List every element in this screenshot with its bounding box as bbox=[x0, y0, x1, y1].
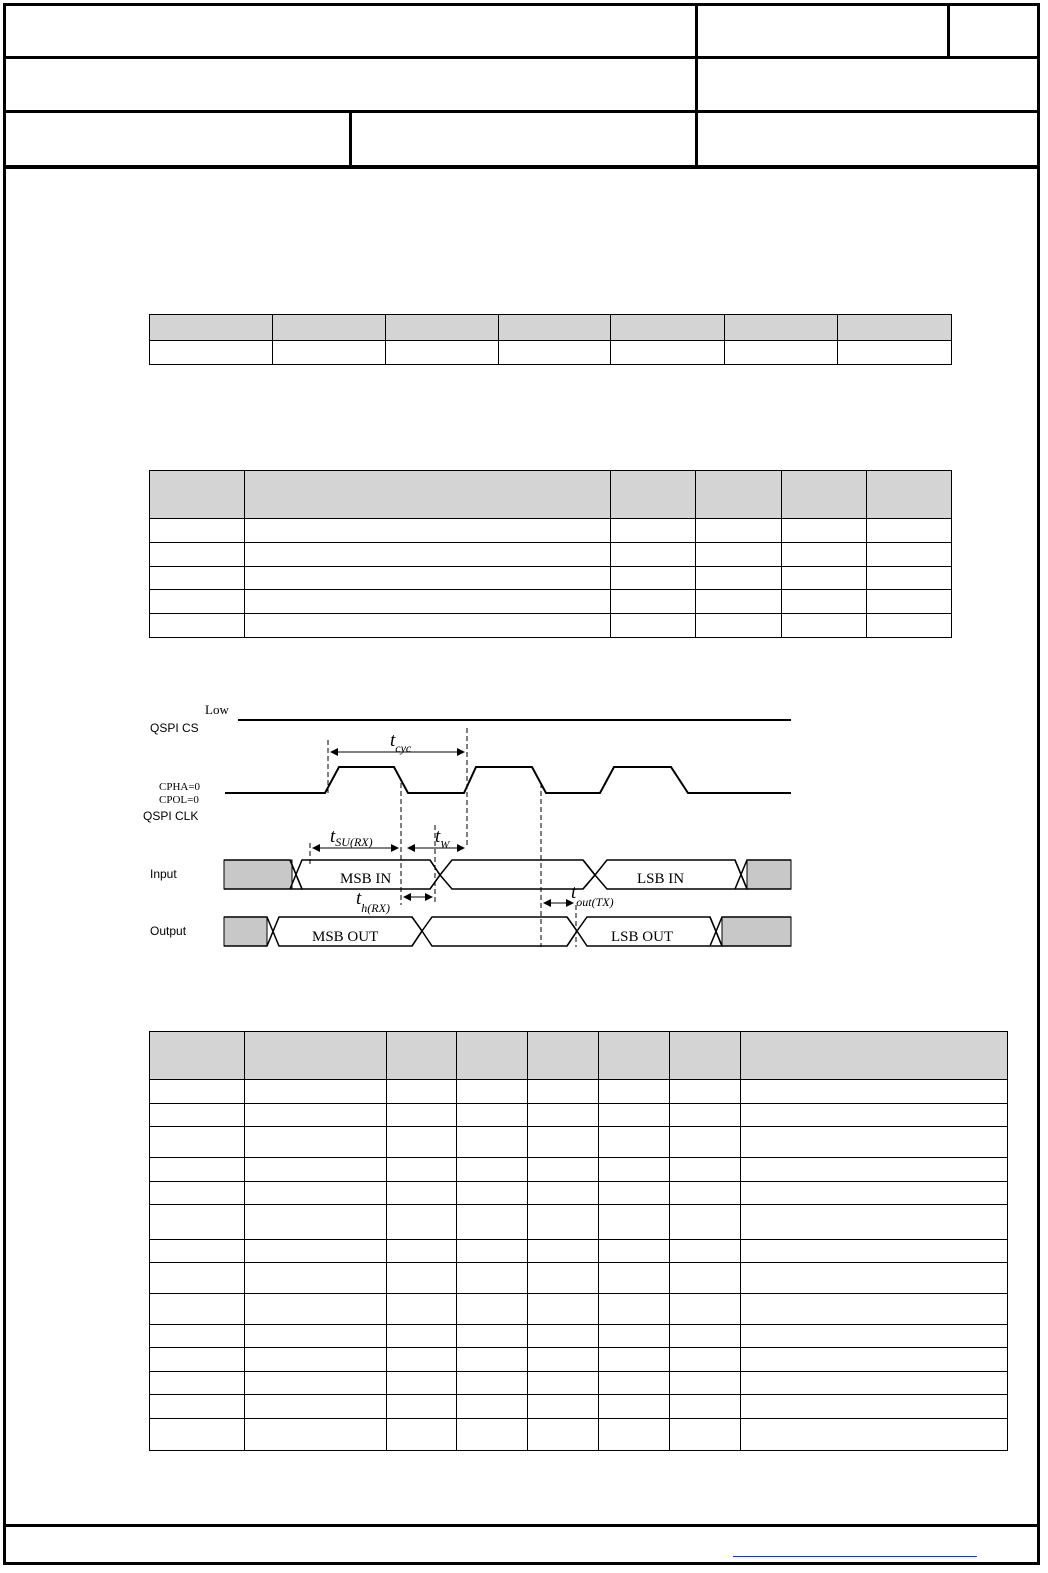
table-header-cell bbox=[245, 1032, 387, 1080]
table-cell bbox=[528, 1080, 599, 1104]
table-header-cell bbox=[838, 315, 952, 341]
tout-label bbox=[571, 882, 614, 909]
table-cell bbox=[528, 1348, 599, 1372]
doc-field-a-cell bbox=[698, 6, 947, 56]
table-header-row bbox=[150, 1032, 1008, 1080]
table-cell bbox=[528, 1205, 599, 1240]
tsu-label bbox=[330, 826, 373, 849]
table-cell bbox=[150, 1263, 245, 1294]
table-cell bbox=[528, 1182, 599, 1205]
table-cell bbox=[528, 1325, 599, 1348]
table-cell bbox=[782, 590, 867, 614]
table-cell bbox=[457, 1372, 528, 1395]
table-cell bbox=[387, 1205, 457, 1240]
output-lsb-label: LSB OUT bbox=[611, 929, 674, 945]
table-cell bbox=[599, 1080, 670, 1104]
table-row bbox=[150, 1419, 1008, 1451]
table-cell bbox=[599, 1182, 670, 1205]
table-cell bbox=[457, 1080, 528, 1104]
table-cell bbox=[150, 1294, 245, 1325]
table-cell bbox=[245, 567, 611, 590]
table-row bbox=[150, 519, 952, 543]
table-cell bbox=[245, 1348, 387, 1372]
input-signal-label: Input bbox=[150, 867, 177, 881]
tout-main: t bbox=[571, 882, 577, 903]
doc-title-cell bbox=[6, 6, 695, 56]
table-cell bbox=[457, 1294, 528, 1325]
doc-row2-right-cell bbox=[698, 59, 1037, 110]
table-header-cell bbox=[150, 1032, 245, 1080]
table-cell bbox=[599, 1205, 670, 1240]
table-row bbox=[150, 1182, 1008, 1205]
table-cell bbox=[150, 1104, 245, 1127]
table-cell bbox=[245, 543, 611, 567]
table-cell bbox=[867, 519, 952, 543]
table-cell bbox=[670, 1182, 741, 1205]
table-cell bbox=[670, 1395, 741, 1419]
table-cell bbox=[599, 1263, 670, 1294]
table-cell bbox=[245, 1372, 387, 1395]
table-cell bbox=[528, 1158, 599, 1182]
th-main: t bbox=[356, 888, 362, 909]
table-cell bbox=[150, 341, 273, 365]
table-cell bbox=[670, 1325, 741, 1348]
table-cell bbox=[867, 614, 952, 638]
table-row bbox=[150, 1372, 1008, 1395]
table-cell bbox=[670, 1158, 741, 1182]
table-cell bbox=[670, 1205, 741, 1240]
table-header-cell bbox=[150, 315, 273, 341]
table-cell bbox=[457, 1395, 528, 1419]
doc-row3-left-cell bbox=[6, 113, 349, 165]
table-cell bbox=[245, 1325, 387, 1348]
table-cell bbox=[499, 341, 611, 365]
table-cell bbox=[599, 1158, 670, 1182]
table-cell bbox=[150, 614, 245, 638]
th-label bbox=[356, 888, 390, 915]
table-cell bbox=[611, 519, 696, 543]
th-sub: h(RX) bbox=[361, 901, 390, 915]
table-cell bbox=[150, 590, 245, 614]
table-cell bbox=[741, 1372, 1008, 1395]
table-cell bbox=[245, 1182, 387, 1205]
table-cell bbox=[457, 1205, 528, 1240]
table-cell bbox=[725, 341, 838, 365]
table-cell bbox=[387, 1294, 457, 1325]
table-header-cell bbox=[457, 1032, 528, 1080]
output-signal-label: Output bbox=[150, 924, 187, 938]
footer-link[interactable] bbox=[733, 1556, 977, 1557]
table-row bbox=[150, 1104, 1008, 1127]
table-header-cell bbox=[150, 471, 245, 519]
table-cell bbox=[670, 1372, 741, 1395]
table-cell bbox=[245, 1127, 387, 1158]
table-cell bbox=[150, 543, 245, 567]
table-cell bbox=[696, 614, 782, 638]
table-cell bbox=[599, 1395, 670, 1419]
table-row bbox=[150, 341, 952, 365]
table-cell bbox=[670, 1263, 741, 1294]
table-cell bbox=[387, 1080, 457, 1104]
tsu-main: t bbox=[330, 826, 336, 847]
table-cell bbox=[245, 1240, 387, 1263]
clk-cpha-label: CPHA=0 bbox=[159, 781, 201, 793]
table-cell bbox=[782, 614, 867, 638]
table-row bbox=[150, 1205, 1008, 1240]
table-cell bbox=[528, 1419, 599, 1451]
tout-sub: out(TX) bbox=[576, 895, 614, 909]
table-cell bbox=[528, 1395, 599, 1419]
table-row bbox=[150, 1080, 1008, 1104]
table-header-cell bbox=[782, 471, 867, 519]
clk-cpol-label: CPOL=0 bbox=[159, 794, 199, 806]
table-cell bbox=[386, 341, 499, 365]
table-cell bbox=[150, 1372, 245, 1395]
table-cell bbox=[599, 1104, 670, 1127]
table-row bbox=[150, 567, 952, 590]
table-header-cell bbox=[670, 1032, 741, 1080]
output-dontcare-left bbox=[224, 917, 267, 946]
input-dontcare-left bbox=[224, 860, 292, 889]
spec-table-3 bbox=[149, 1031, 1008, 1451]
table-cell bbox=[150, 1182, 245, 1205]
table-cell bbox=[670, 1104, 741, 1127]
table-cell bbox=[457, 1104, 528, 1127]
table-cell bbox=[528, 1294, 599, 1325]
table-cell bbox=[457, 1263, 528, 1294]
table-cell bbox=[867, 590, 952, 614]
table-row bbox=[150, 1127, 1008, 1158]
table-header-cell bbox=[245, 471, 611, 519]
table-cell bbox=[457, 1158, 528, 1182]
table-cell bbox=[150, 1240, 245, 1263]
table-header-cell bbox=[867, 471, 952, 519]
table-row bbox=[150, 614, 952, 638]
tw-sub: W bbox=[440, 839, 450, 851]
table-cell bbox=[150, 1419, 245, 1451]
table-cell bbox=[387, 1104, 457, 1127]
table-cell bbox=[599, 1372, 670, 1395]
table-cell bbox=[245, 1080, 387, 1104]
table-cell bbox=[741, 1080, 1008, 1104]
table-cell bbox=[387, 1127, 457, 1158]
footer-divider bbox=[3, 1524, 1040, 1527]
table-cell bbox=[150, 1205, 245, 1240]
table-header-cell bbox=[611, 471, 696, 519]
table-cell bbox=[245, 1419, 387, 1451]
table-row bbox=[150, 1325, 1008, 1348]
header-divider-3 bbox=[3, 165, 1040, 169]
table-cell bbox=[150, 1127, 245, 1158]
table-cell bbox=[838, 341, 952, 365]
table-cell bbox=[245, 1104, 387, 1127]
table-cell bbox=[599, 1419, 670, 1451]
table-cell bbox=[457, 1182, 528, 1205]
qspi-timing-diagram bbox=[140, 695, 800, 955]
table-cell bbox=[741, 1182, 1008, 1205]
table-cell bbox=[245, 1395, 387, 1419]
table-cell bbox=[245, 1263, 387, 1294]
table-row bbox=[150, 543, 952, 567]
doc-field-b-cell bbox=[950, 6, 1037, 56]
table-cell bbox=[599, 1240, 670, 1263]
table-cell bbox=[670, 1240, 741, 1263]
table-cell bbox=[457, 1240, 528, 1263]
table-cell bbox=[741, 1348, 1008, 1372]
table-cell bbox=[245, 614, 611, 638]
table-cell bbox=[741, 1158, 1008, 1182]
table-cell bbox=[387, 1325, 457, 1348]
table-cell bbox=[741, 1325, 1008, 1348]
table-cell bbox=[670, 1080, 741, 1104]
table-cell bbox=[387, 1240, 457, 1263]
table-cell bbox=[696, 543, 782, 567]
table-cell bbox=[245, 590, 611, 614]
table-cell bbox=[387, 1182, 457, 1205]
tsu-sub: SU(RX) bbox=[335, 835, 373, 849]
table-header-cell bbox=[696, 471, 782, 519]
table-cell bbox=[245, 519, 611, 543]
table-cell bbox=[245, 1294, 387, 1325]
spec-table-1 bbox=[149, 314, 952, 365]
doc-row3-middle-cell bbox=[352, 113, 695, 165]
table-row bbox=[150, 1348, 1008, 1372]
output-msb-label: MSB OUT bbox=[312, 929, 379, 945]
table-cell bbox=[599, 1294, 670, 1325]
table-cell bbox=[150, 519, 245, 543]
tcyc-main: t bbox=[390, 730, 396, 751]
table-cell bbox=[741, 1263, 1008, 1294]
tcyc-label bbox=[390, 730, 412, 755]
table-cell bbox=[782, 567, 867, 590]
table-row bbox=[150, 1294, 1008, 1325]
table-row bbox=[150, 590, 952, 614]
table-cell bbox=[611, 567, 696, 590]
clk-waveform bbox=[225, 767, 791, 793]
table-cell bbox=[528, 1240, 599, 1263]
table-cell bbox=[528, 1127, 599, 1158]
table-cell bbox=[457, 1348, 528, 1372]
table-header-cell bbox=[499, 315, 611, 341]
table-cell bbox=[741, 1419, 1008, 1451]
table-header-cell bbox=[387, 1032, 457, 1080]
table-cell bbox=[528, 1372, 599, 1395]
table-header-cell bbox=[611, 315, 725, 341]
table-row bbox=[150, 1395, 1008, 1419]
table-cell bbox=[245, 1158, 387, 1182]
table-cell bbox=[696, 567, 782, 590]
table-cell bbox=[150, 1080, 245, 1104]
table-header-row bbox=[150, 471, 952, 519]
cs-level-label: Low bbox=[205, 702, 229, 717]
input-dontcare-right bbox=[747, 860, 791, 889]
input-msb-label: MSB IN bbox=[340, 871, 392, 887]
table-cell bbox=[150, 1348, 245, 1372]
doc-row2-left-cell bbox=[6, 59, 695, 110]
table-cell bbox=[387, 1263, 457, 1294]
table-header-cell bbox=[599, 1032, 670, 1080]
table-cell bbox=[528, 1263, 599, 1294]
table-cell bbox=[670, 1348, 741, 1372]
table-cell bbox=[387, 1348, 457, 1372]
table-cell bbox=[387, 1419, 457, 1451]
tw-label bbox=[435, 826, 450, 851]
table-row bbox=[150, 1263, 1008, 1294]
table-header-cell bbox=[741, 1032, 1008, 1080]
table-cell bbox=[599, 1348, 670, 1372]
table-cell bbox=[670, 1127, 741, 1158]
table-cell bbox=[741, 1395, 1008, 1419]
table-cell bbox=[150, 1325, 245, 1348]
table-cell bbox=[611, 590, 696, 614]
cs-signal-label: QSPI CS bbox=[150, 721, 199, 735]
table-cell bbox=[741, 1104, 1008, 1127]
table-cell bbox=[782, 519, 867, 543]
table-cell bbox=[387, 1395, 457, 1419]
table-cell bbox=[599, 1127, 670, 1158]
table-cell bbox=[782, 543, 867, 567]
table-cell bbox=[387, 1158, 457, 1182]
clk-signal-label: QSPI CLK bbox=[143, 809, 199, 823]
tcyc-sub: cyc bbox=[395, 741, 412, 755]
table-row bbox=[150, 1240, 1008, 1263]
table-cell bbox=[150, 1395, 245, 1419]
table-cell bbox=[611, 543, 696, 567]
table-row bbox=[150, 1158, 1008, 1182]
table-cell bbox=[867, 543, 952, 567]
table-cell bbox=[387, 1372, 457, 1395]
doc-row3-right-cell bbox=[698, 113, 1037, 165]
table-cell bbox=[457, 1325, 528, 1348]
table-cell bbox=[457, 1127, 528, 1158]
table-cell bbox=[867, 567, 952, 590]
table-cell bbox=[611, 614, 696, 638]
table-header-cell bbox=[528, 1032, 599, 1080]
table-header-row bbox=[150, 315, 952, 341]
table-cell bbox=[528, 1104, 599, 1127]
table-header-cell bbox=[386, 315, 499, 341]
tw-main: t bbox=[435, 826, 441, 847]
table-cell bbox=[741, 1205, 1008, 1240]
table-cell bbox=[245, 1205, 387, 1240]
table-cell bbox=[670, 1419, 741, 1451]
input-lsb-label: LSB IN bbox=[637, 871, 685, 887]
table-cell bbox=[457, 1419, 528, 1451]
table-cell bbox=[741, 1294, 1008, 1325]
table-header-cell bbox=[725, 315, 838, 341]
table-cell bbox=[696, 519, 782, 543]
spec-table-2 bbox=[149, 470, 952, 638]
table-cell bbox=[273, 341, 386, 365]
table-cell bbox=[741, 1127, 1008, 1158]
table-cell bbox=[611, 341, 725, 365]
table-cell bbox=[599, 1325, 670, 1348]
table-cell bbox=[670, 1294, 741, 1325]
table-cell bbox=[150, 1158, 245, 1182]
output-dontcare-right bbox=[722, 917, 791, 946]
table-header-cell bbox=[273, 315, 386, 341]
table-cell bbox=[741, 1240, 1008, 1263]
output-mid-segment bbox=[412, 917, 577, 946]
table-cell bbox=[696, 590, 782, 614]
table-cell bbox=[150, 567, 245, 590]
